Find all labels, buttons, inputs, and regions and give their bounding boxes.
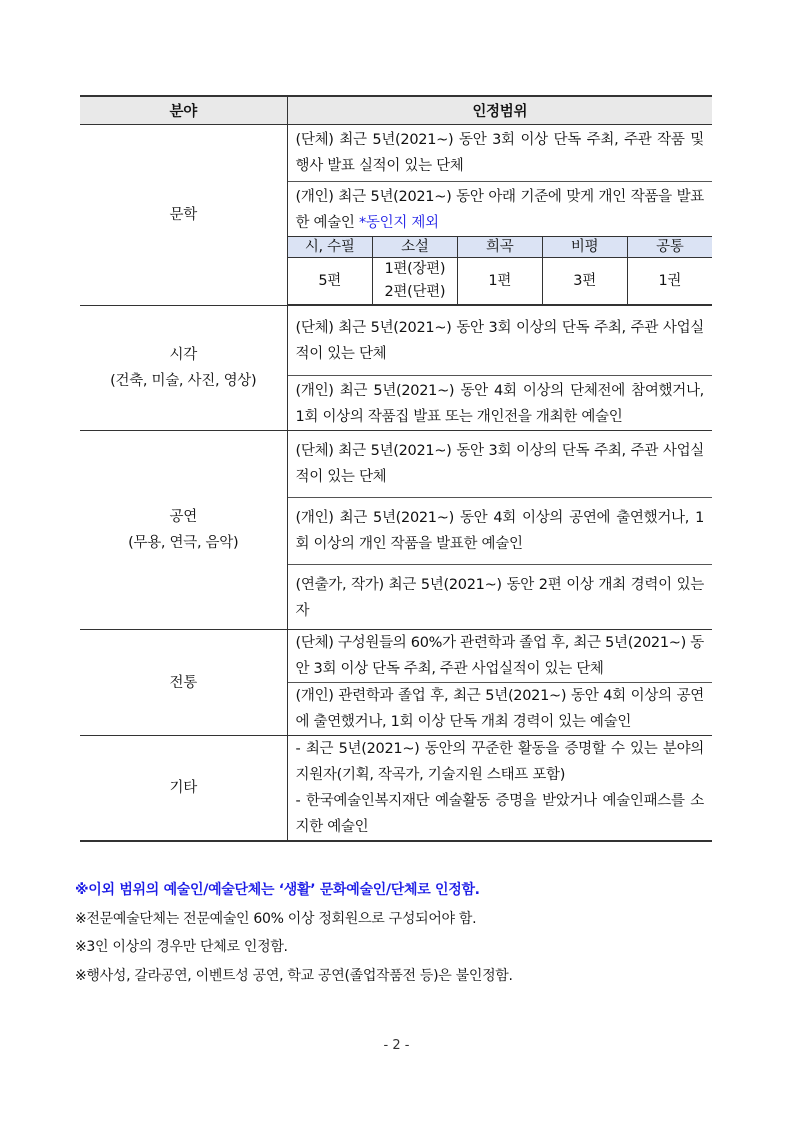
range-other — [287, 736, 712, 842]
field-label: 공연 — [169, 509, 197, 525]
criterion-other-2: - 한국예술인복지재단 예술활동 증명을 받았거나 예술인패스를 소지한 예술인 — [295, 793, 704, 835]
note-professional-group: ※전문예술단체는 전문예술인 60% 이상 정회원으로 구성되어야 함. — [75, 910, 477, 927]
table-header-row — [80, 96, 712, 125]
table-row-other — [80, 736, 712, 842]
note-not-recognized: ※행사성, 갈라공연, 이벤트성 공연, 학교 공연(졸업작품전 등)은 불인정함. — [75, 967, 513, 984]
field-sublabel: (무용, 연극, 음악) — [128, 535, 239, 551]
field-label: 전통 — [169, 674, 197, 691]
value-criticism: 3편 — [542, 258, 627, 305]
field-performance — [80, 431, 287, 630]
criterion-individual: (개인) 최근 5년(2021~) 동안 4회 이상의 공연에 출연했거나, 1회 이상의 개인 작품을 발표한 예술인 — [288, 498, 713, 565]
criterion-group: (단체) 구성원들의 60%가 관련학과 졸업 후, 최근 5년(2021~) 동안 3회 이상 단독 주최, 주관 사업실적이 있는 단체 — [288, 630, 713, 683]
value-common: 1권 — [627, 258, 712, 305]
value-novel-short: 2편(단편) — [384, 284, 446, 300]
sub-header-common: 공통 — [627, 237, 712, 258]
literature-requirements-table — [288, 236, 713, 305]
criterion-group: (단체) 최근 5년(2021~) 동안 3회 이상의 단독 주최, 주관 사업실적이 있는 단체 — [288, 431, 713, 498]
criterion-director-writer: (연출가, 작가) 최근 5년(2021~) 동안 2편 이상 개최 경력이 있는 자 — [295, 577, 704, 619]
note-lifestyle-artist: ※이외 범위의 예술인/예술단체는 ‘생활’ 문화예술인/단체로 인정함. — [75, 882, 480, 898]
criterion-text: (개인) 최근 5년(2021~) 동안 아래 기준에 맞게 개인 작품을 발표한 예술인 — [295, 189, 704, 231]
notes-section — [75, 876, 725, 990]
range-traditional — [287, 630, 712, 736]
value-drama: 1편 — [457, 258, 542, 305]
recognition-criteria-table — [80, 95, 712, 842]
criterion-individual: (개인) 최근 5년(2021~) 동안 4회 이상의 단체전에 참여했거나, 1회 이상의 작품집 발표 또는 개인전을 개최한 예술인 — [295, 383, 704, 425]
field-traditional — [80, 630, 287, 736]
range-performance — [287, 431, 712, 630]
range-literature — [287, 125, 712, 306]
table-row-performance — [80, 431, 712, 630]
sub-header-drama: 희곡 — [457, 237, 542, 258]
field-label: 시각 — [169, 347, 197, 363]
criterion-group: (단체) 최근 5년(2021~) 동안 3회 이상 단독 주최, 주관 작품 및 행사 발표 실적이 있는 단체 — [288, 125, 713, 182]
sub-header-novel: 소설 — [372, 237, 457, 258]
field-literature — [80, 125, 287, 306]
table-row-visual — [80, 306, 712, 431]
field-label: 기타 — [169, 780, 197, 796]
criterion-individual: (개인) 관련학과 졸업 후, 최근 5년(2021~) 동안 4회 이상의 공연에 출연했거나, 1회 이상 단독 개최 경력이 있는 예술인 — [295, 688, 704, 730]
value-poetry: 5편 — [288, 258, 373, 305]
value-novel — [372, 258, 457, 305]
field-sublabel: (건축, 미술, 사진, 영상) — [110, 373, 257, 389]
exclusion-note: *동인지 제외 — [358, 215, 439, 231]
sub-value-row — [288, 258, 713, 305]
sub-header-criticism: 비평 — [542, 237, 627, 258]
note-group-minimum: ※3인 이상의 경우만 단체로 인정함. — [75, 939, 288, 955]
field-other — [80, 736, 287, 842]
criterion-individual — [288, 182, 713, 236]
header-range: 인정범위 — [287, 96, 712, 125]
sub-header-poetry: 시, 수필 — [288, 237, 373, 258]
table-row-traditional — [80, 630, 712, 736]
criterion-group: (단체) 최근 5년(2021~) 동안 3회 이상의 단독 주최, 주관 사업실적이 있는 단체 — [288, 306, 713, 376]
page-number: - 2 - — [383, 1038, 410, 1053]
field-label: 문학 — [169, 207, 197, 223]
criterion-other-1: - 최근 5년(2021~) 동안의 꾸준한 활동을 증명할 수 있는 분야의 지원자(기획, 작곡가, 기술지원 스태프 포함) — [295, 741, 704, 783]
range-visual — [287, 306, 712, 431]
field-visual — [80, 306, 287, 431]
value-novel-long: 1편(장편) — [384, 261, 446, 277]
table-row-literature — [80, 125, 712, 306]
header-field: 분야 — [80, 96, 287, 125]
sub-header-row — [288, 237, 713, 258]
